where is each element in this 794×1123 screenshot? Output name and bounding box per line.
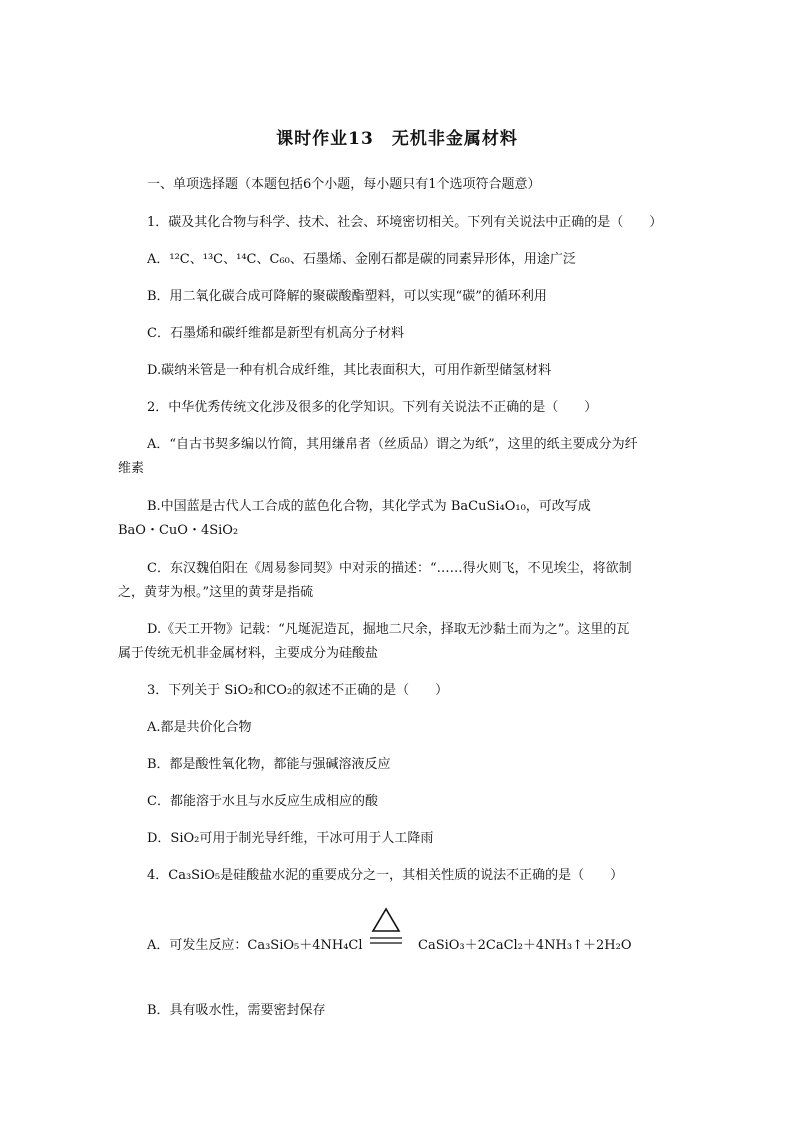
question-4-stem: 4．Ca₃SiO₅是硅酸盐水泥的重要成分之一，其相关性质的说法不正确的是（ ） — [147, 868, 624, 883]
question-2-option-a: A．“自古书契多编以竹简，其用缣帛者（丝质品）谓之为纸”，这里的纸主要成分为纤 — [147, 437, 638, 452]
section-heading: 一、单项选择题（本题包括6个小题，每小题只有1个选项符合题意） — [147, 177, 541, 192]
question-1-option-a: A．¹²C、¹³C、¹⁴C、C₆₀、石墨烯、金刚石都是碳的同素异形体，用途广泛 — [147, 252, 576, 267]
page-title: 课时作业13 无机非金属材料 — [276, 129, 518, 149]
question-2-option-d-cont: 属于传统无机非金属材料，主要成分为硅酸盐 — [118, 646, 379, 661]
question-3-option-c: C．都能溶于水且与水反应生成相应的酸 — [147, 794, 378, 809]
question-3-option-b: B．都是酸性氧化物，都能与强碱溶液反应 — [147, 757, 391, 772]
question-1-option-b: B．用二氧化碳合成可降解的聚碳酸酯塑料，可以实现“碳”的循环利用 — [147, 289, 547, 304]
question-3-stem: 3．下列关于 SiO₂和CO₂的叙述不正确的是（ ） — [147, 683, 449, 698]
question-2-option-c-cont: 之，黄芽为根。”这里的黄芽是指硫 — [118, 585, 314, 600]
question-4-option-a-left: A．可发生反应：Ca₃SiO₅＋4NH₄Cl — [147, 938, 363, 953]
question-2-option-c: C．东汉魏伯阳在《周易参同契》中对汞的描述：“……得火则飞，不见埃尘，将欲制 — [147, 561, 632, 576]
question-1-stem: 1．碳及其化合物与科学、技术、社会、环境密切相关。下列有关说法中正确的是（ ） — [147, 215, 663, 230]
question-3-option-a: A.都是共价化合物 — [147, 720, 252, 735]
question-2-option-b-cont: BaO・CuO・4SiO₂ — [118, 523, 239, 538]
question-4-option-a-right: CaSiO₃＋2CaCl₂＋4NH₃↑＋2H₂O — [418, 938, 632, 953]
question-1-option-d: D.碳纳米管是一种有机合成纤维，其比表面积大，可用作新型储氢材料 — [147, 363, 552, 378]
question-4-option-b: B．具有吸水性，需要密封保存 — [147, 1003, 326, 1018]
question-2-stem: 2．中华优秀传统文化涉及很多的化学知识。下列有关说法不正确的是（ ） — [147, 400, 598, 415]
question-2-option-b: B.中国蓝是古代人工合成的蓝色化合物，其化学式为 BaCuSi₄O₁₀，可改写成 — [147, 499, 591, 514]
question-2-option-a-cont: 维素 — [118, 461, 145, 476]
question-1-option-c: C．石墨烯和碳纤维都是新型有机高分子材料 — [147, 326, 404, 341]
heating-equals-icon — [369, 907, 403, 947]
question-2-option-d: D.《天工开物》记载：“凡埏泥造瓦，掘地二尺余，择取无沙黏土而为之”。这里的瓦 — [147, 622, 630, 637]
question-3-option-d: D．SiO₂可用于制光导纤维，干冰可用于人工降雨 — [147, 831, 434, 846]
